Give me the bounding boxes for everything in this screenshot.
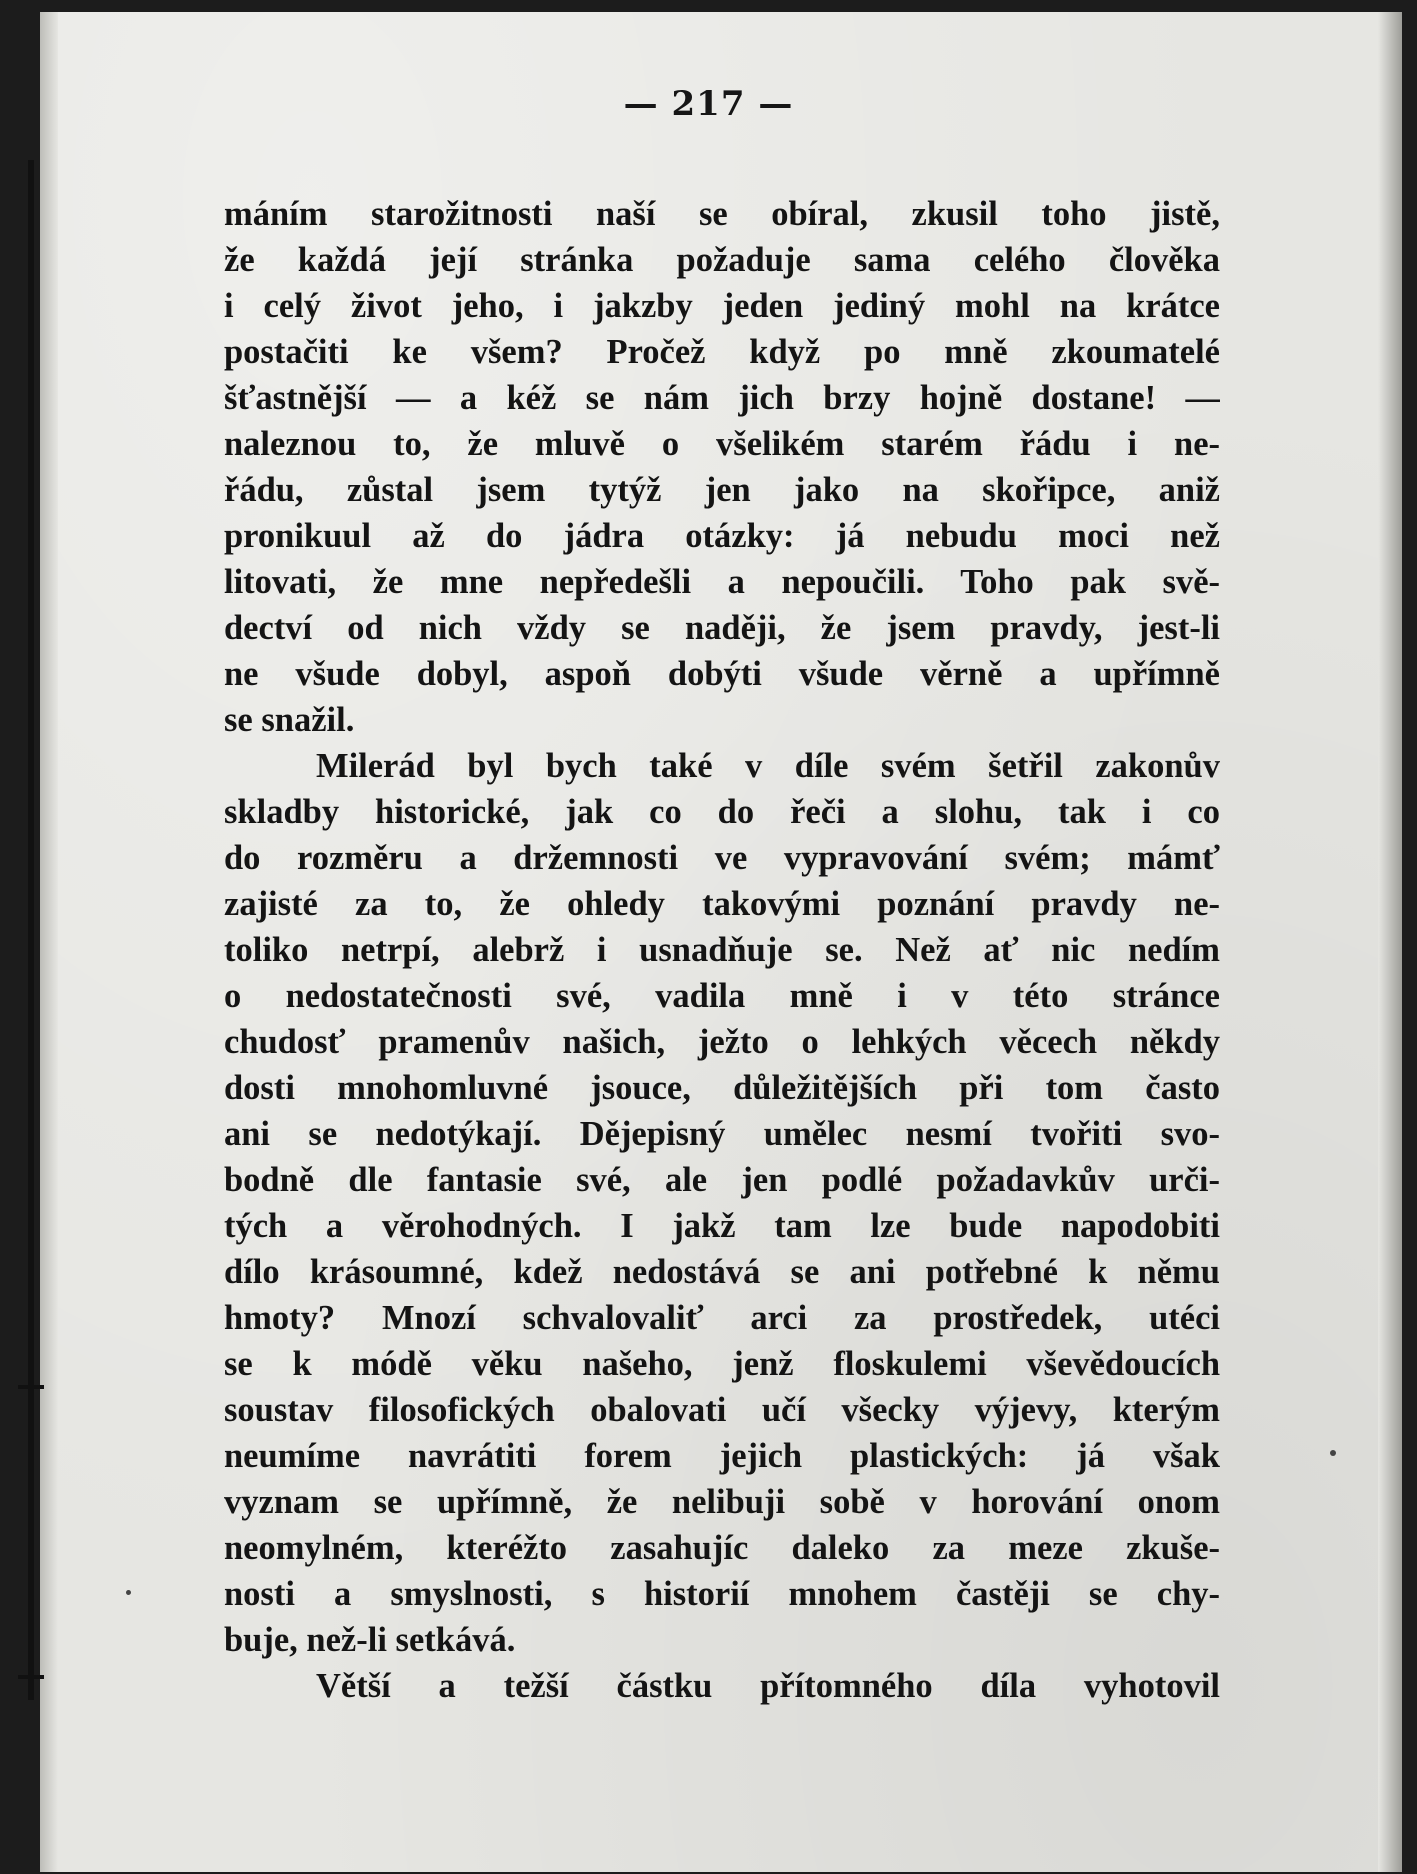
text-line: tých a věrohodných. I jakž tam lze bude napodobiti xyxy=(224,1207,1220,1245)
text-line: toliko netrpí, alebrž i usnadňuje se. Než ať nic nedím xyxy=(224,931,1220,969)
binding-mark xyxy=(18,1675,44,1679)
text-line: bodně dle fantasie své, ale jen podlé požadavkův urči- xyxy=(224,1161,1220,1199)
body-text xyxy=(224,191,1220,1709)
text-line: že každá její stránka požaduje sama celého člověka xyxy=(224,241,1220,279)
binding-mark xyxy=(18,1385,44,1389)
text-line: máním starožitnosti naší se obíral, zkusil toho jistě, xyxy=(224,195,1220,233)
text-line: vyznam se upřímně, že nelibuji sobě v horování onom xyxy=(224,1483,1220,1521)
page-left-shadow xyxy=(40,12,58,1872)
text-line: zajisté za to, že ohledy takovými poznání pravdy ne- xyxy=(224,885,1220,923)
binding-line xyxy=(28,160,34,1700)
text-line: ne všude dobyl, aspoň dobýti všude věrně a upřímně xyxy=(224,655,1220,693)
text-line: do rozměru a držemnosti ve vypravování svém; mámť xyxy=(224,839,1220,877)
text-line: ani se nedotýkají. Dějepisný umělec nesmí tvořiti svo- xyxy=(224,1115,1220,1153)
text-line: skladby historické, jak co do řeči a slohu, tak i co xyxy=(224,793,1220,831)
text-line: litovati, že mne nepředešli a nepoučili. Toho pak svě- xyxy=(224,563,1220,601)
text-line: dílo krásoumné, kdež nedostává se ani potřebné k němu xyxy=(224,1253,1220,1291)
text-line: chudosť pramenův našich, ježto o lehkých věcech někdy xyxy=(224,1023,1220,1061)
text-line: dosti mnohomluvné jsouce, důležitějších při tom často xyxy=(224,1069,1220,1107)
text-line: postačiti ke všem? Pročež když po mně zkoumatelé xyxy=(224,333,1220,371)
paper-speck xyxy=(126,1590,131,1595)
text-line: se k módě věku našeho, jenž floskulemi vševědoucích xyxy=(224,1345,1220,1383)
text-line: řádu, zůstal jsem tytýž jen jako na skořipce, aniž xyxy=(224,471,1220,509)
text-line: buje, než-li setkává. xyxy=(224,1621,516,1659)
text-line: nosti a smyslnosti, s historií mnohem častěji se chy- xyxy=(224,1575,1220,1613)
text-line: hmoty? Mnozí schvalovaliť arci za prostředek, utéci xyxy=(224,1299,1220,1337)
page-right-shadow xyxy=(1378,12,1402,1872)
paper-speck xyxy=(1330,1450,1336,1456)
text-line: neomylném, kteréžto zasahujíc daleko za meze zkuše- xyxy=(224,1529,1220,1567)
text-line: pronikuul až do jádra otázky: já nebudu moci než xyxy=(224,517,1220,555)
text-line: naleznou to, že mluvě o všelikém starém řádu i ne- xyxy=(224,425,1220,463)
text-line: Milerád byl bych také v díle svém šetřil zakonův xyxy=(316,747,1220,785)
text-line: o nedostatečnosti své, vadila mně i v této stránce xyxy=(224,977,1220,1015)
text-line: i celý život jeho, i jakzby jeden jediný mohl na krátce xyxy=(224,287,1220,325)
text-line: dectví od nich vždy se naději, že jsem pravdy, jest-li xyxy=(224,609,1220,647)
text-line: šťastnější — a kéž se nám jich brzy hojně dostane! — xyxy=(224,379,1220,417)
text-line: soustav filosofických obalovati učí všecky výjevy, kterým xyxy=(224,1391,1220,1429)
text-line: Větší a težší částku přítomného díla vyhotovil xyxy=(316,1667,1220,1705)
page-number: — 217 — xyxy=(623,84,794,124)
text-line: neumíme navrátiti forem jejich plastických: já však xyxy=(224,1437,1220,1475)
text-line: se snažil. xyxy=(224,701,355,739)
